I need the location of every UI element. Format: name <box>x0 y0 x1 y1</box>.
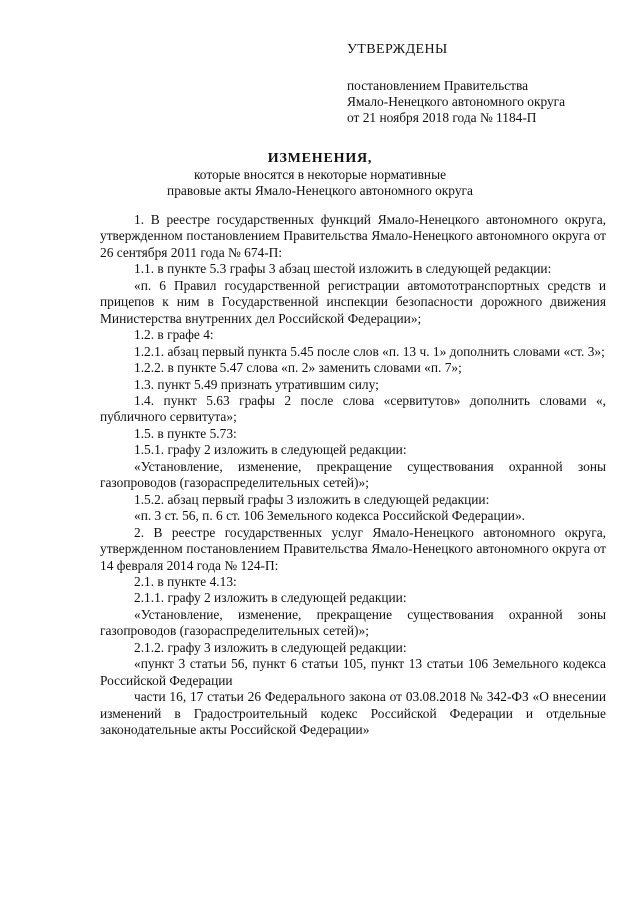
paragraph: «п. 3 ст. 56, п. 6 ст. 106 Земельного кодекса Российской Федерации». <box>134 508 525 524</box>
paragraph: 1.5.1. графу 2 изложить в следующей редакции: <box>134 442 407 458</box>
paragraph: 1.2.1. абзац первый пункта 5.45 после слов «п. 13 ч. 1» дополнить словами «ст. 3»; <box>134 343 605 359</box>
document-body <box>100 212 606 739</box>
paragraph: «Установление, изменение, прекращение существования охранной зоны газопроводов (газораспределительных сетей)»; <box>100 606 606 639</box>
document-subtitle-line: которые вносятся в некоторые нормативные <box>193 167 447 182</box>
paragraph: части 16, 17 статьи 26 Федерального закона от 03.08.2018 № 342-ФЗ «О внесении изменений в Градостроительный кодекс Российской Федерации и отдельные законодательные акты Российской Федерации» <box>100 689 606 738</box>
approval-line: постановлением Правительства <box>347 78 529 93</box>
paragraph: 1.2. в графе 4: <box>134 327 214 343</box>
approval-block <box>347 42 617 126</box>
paragraph: 1.5. в пункте 5.73: <box>134 425 237 441</box>
approval-line: от 21 ноября 2018 года № 1184-П <box>347 110 537 125</box>
paragraph: 1. В реестре государственных функций Ямало-Ненецкого автономного округа, утвержденном постановлением Правительства Ямало-Ненецкого автономного округа от 26 сентября 2011 года № 674-П: <box>100 212 606 260</box>
paragraph: 2.1.2. графу 3 изложить в следующей редакции: <box>134 639 407 655</box>
paragraph: 2.1.1. графу 2 изложить в следующей редакции: <box>134 590 407 606</box>
paragraph: «Установление, изменение, прекращение существования охранной зоны газопроводов (газораспределительных сетей)»; <box>100 458 606 491</box>
document-subtitle-line: правовые акты Ямало-Ненецкого автономного округа <box>167 183 473 198</box>
document-title: ИЗМЕНЕНИЯ, <box>267 151 373 166</box>
paragraph: 2.1. в пункте 4.13: <box>134 573 237 589</box>
paragraph: 1.1. в пункте 5.3 графы 3 абзац шестой изложить в следующей редакции: <box>134 261 552 277</box>
paragraph: 1.2.2. в пункте 5.47 слова «п. 2» заменить словами «п. 7»; <box>134 360 462 376</box>
approval-line: Ямало-Ненецкого автономного округа <box>347 94 566 109</box>
paragraph: 1.4. пункт 5.63 графы 2 после слова «сервитутов» дополнить словами «, публичного сервитута»; <box>100 392 606 425</box>
approval-title: УТВЕРЖДЕНЫ <box>347 42 448 57</box>
paragraph: «пункт 3 статьи 56, пункт 6 статьи 105, пункт 13 статьи 106 Земельного кодекса Российской Федерации <box>100 656 606 688</box>
paragraph: 1.3. пункт 5.49 признать утратившим силу; <box>134 376 379 392</box>
paragraph: 1.5.2. абзац первый графы 3 изложить в следующей редакции: <box>134 491 490 507</box>
paragraph: «п. 6 Правил государственной регистрации автомототранспортных средств и прицепов к ним в Государственной инспекции безопасности дорожного движения Министерства внутренних дел Российской Федерации»; <box>100 277 606 326</box>
document-header <box>100 151 540 199</box>
paragraph: 2. В реестре государственных услуг Ямало-Ненецкого автономного округа, утвержденном постановлением Правительства Ямало-Ненецкого автономного округа от 14 февраля 2014 года № 124-П: <box>100 524 606 573</box>
